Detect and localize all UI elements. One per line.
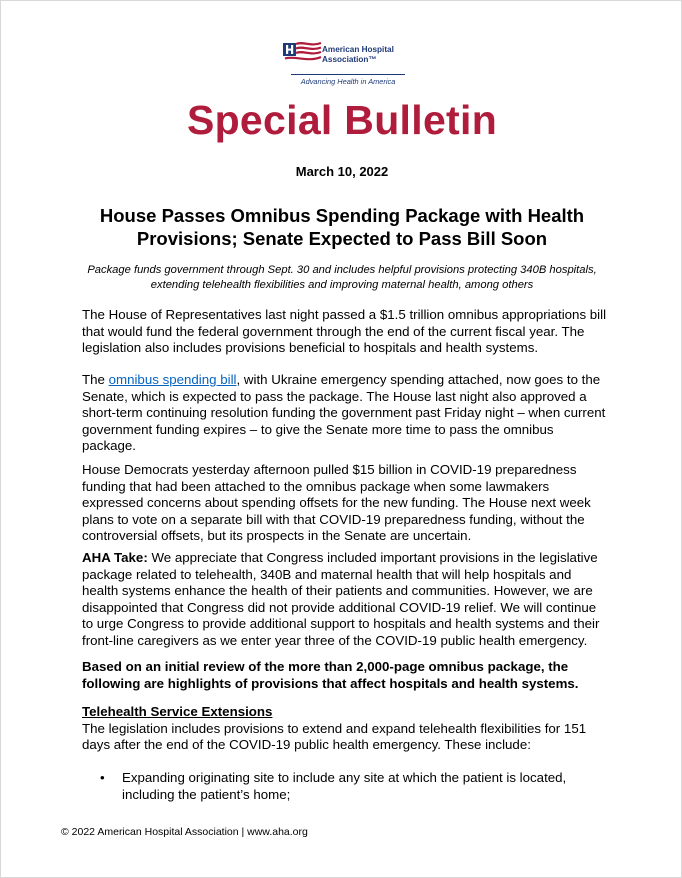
section-title: Telehealth Service Extensions — [82, 704, 273, 719]
bullet-icon: • — [100, 770, 105, 785]
section-telehealth — [82, 704, 610, 754]
paragraph-highlights: Based on an initial review of the more than 2,000-page omnibus package, the following are highlights of provisions that affect hospitals and health systems. — [82, 659, 579, 691]
subheadline: Package funds government through Sept. 30 and includes helpful provisions protecting 340B hospitals, extending telehealth flexibilities and improving maternal health, among others — [87, 264, 597, 291]
page-footer: © 2022 American Hospital Association | www.aha.org — [61, 826, 308, 838]
paragraph-intro: The House of Representatives last night passed a $1.5 trillion omnibus appropriations bill that would fund the federal government through the end of the current fiscal year. The legislation also includes provisions beneficial to hospitals and health systems. — [82, 307, 607, 355]
aha-take-label: AHA Take: — [82, 550, 148, 565]
omnibus-bill-link[interactable]: omnibus spending bill — [108, 372, 237, 387]
paragraph-omnibus — [82, 372, 610, 455]
paragraph-aha-take — [82, 550, 610, 649]
paragraph-omnibus-prefix: The — [82, 372, 109, 387]
paragraph-covid-funding: House Democrats yesterday afternoon pulled $15 billion in COVID-19 preparedness funding that had been attached to the omnibus package when some lawmakers expressed concerns about spending offsets for the new funding. The House next week plans to vote on a separate bill with that COVID-19 preparedness funding, without the controversial offsets, but its prospects in the Senate are uncertain. — [82, 462, 591, 543]
logo-tagline: Advancing Health in America — [300, 77, 396, 86]
logo-org-line1: American Hospital — [322, 45, 394, 54]
aha-logo — [283, 41, 405, 91]
bulletin-date: March 10, 2022 — [295, 164, 389, 179]
aha-take-text: We appreciate that Congress included important provisions in the legislative package related to telehealth, 340B and maternal health that will help hospitals and health systems enhance the health of their patients and communities. However, we are disappointed that Congress did not provide additional COVID-19 relief. We will continue to urge Congress to provide additional support to hospitals and health systems and their front-line caregivers as we enter year three of the COVID-19 public health emergency. — [82, 550, 600, 648]
page-title: House Passes Omnibus Spending Package with Health Provisions; Senate Expected to Pass Bill Soon — [99, 205, 585, 249]
paragraph-omnibus-text: , with Ukraine emergency spending attached, now goes to the Senate, which is expected to pass the package. The House last night also approved a short-term continuing resolution funding the government past Friday night – when current government funding expires – to give the Senate more time to pass the omnibus package. — [82, 372, 606, 453]
section-intro: The legislation includes provisions to extend and expand telehealth flexibilities for 151 days after the end of the COVID-19 public health emergency. These include: — [82, 720, 587, 752]
list-item-text: Expanding originating site to include any site at which the patient is located, including the patient’s home; — [122, 770, 567, 802]
logo-divider — [291, 74, 405, 75]
bulletin-banner: Special Bulletin — [186, 97, 498, 143]
logo-org-name — [322, 45, 394, 64]
aha-flag-logo-icon — [283, 41, 323, 65]
logo-org-line2: Association™ — [322, 54, 377, 64]
